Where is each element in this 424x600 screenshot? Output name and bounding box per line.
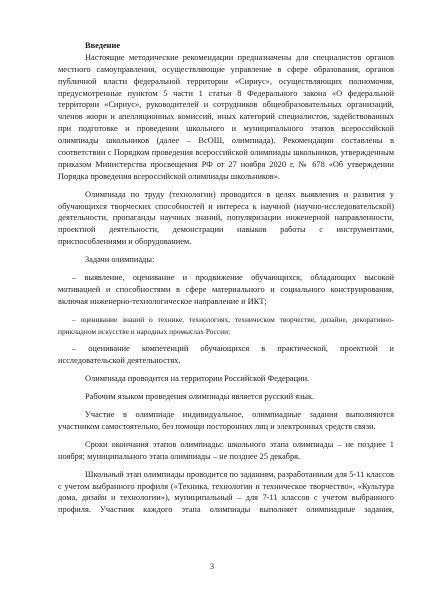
participation-paragraph	[58, 409, 394, 433]
text-line: приспособлениями и оборудованием.	[58, 237, 192, 247]
text-line: Порядка проведения всероссийской олимпиады школьников».	[58, 171, 280, 181]
text-line: прикладном искусстве и народных промыслах России;	[58, 326, 231, 336]
school-stage-paragraph	[58, 469, 394, 517]
section-heading: Введение	[85, 41, 121, 50]
page-number: 3	[209, 562, 215, 571]
text-line: соответствии с Порядком проведения всероссийской олимпиады школьников, утвержденным	[58, 148, 394, 158]
text-line: публичной власти федеральной территории «Сириус», осуществляющих полномочия,	[58, 76, 394, 86]
tasks-heading: Задачи олимпиады:	[85, 255, 155, 265]
text-line: при подготовке и проведении школьного и муниципального этапов всероссийской	[58, 124, 394, 134]
text-line: приказом Министерства просвещения РФ от 27 ноября 2020 г. № 678 «Об утверждении	[58, 159, 394, 169]
text-line: мотивацией и способностями в сфере материального и социального конструирования,	[58, 284, 394, 294]
text-line: ноября; муниципального этапа олимпиады – не позднее 25 декабря.	[58, 451, 301, 461]
task-item	[58, 272, 394, 308]
text-line: с учетом выбранного профиля («Техника, технологии и техническое творчество», «Культура	[58, 481, 394, 491]
text-line: олимпиады школьников (далее – ВсОШ, олимпиада). Рекомендации составлены в	[58, 136, 394, 146]
text-line: – оценивание знаний о технике, технологиях, техническом творчестве, дизайне, декоративно-	[72, 314, 394, 324]
text-line: дома, дизайн и технологии»), муниципальный – для 7-11 классов с учетом выбранного	[58, 493, 394, 503]
text-line: Настоящие методические рекомендации предназначены для специалистов органов	[85, 52, 394, 62]
text-line: исследовательской деятельностях.	[58, 356, 181, 366]
text-line: территории «Сириус», руководителей и сотрудников общеобразовательных организаций,	[58, 100, 394, 110]
text-line: предусмотренные пунктом 5 части 1 статьи 8 Федерального закона «О федеральной	[58, 88, 394, 98]
text-line: Участие в олимпиаде индивидуальное, олимпиадные задания выполняются	[85, 410, 394, 420]
text-line: членов жюри и апелляционных комиссий, иных категорий специалистов, задействованных	[58, 112, 394, 122]
text-line: включая инженерно-технологическое направление и ИКТ;	[58, 296, 267, 306]
territory-paragraph: Олимпиада проводится на территории Российской Федерации.	[85, 374, 310, 384]
text-line: Сроки окончания этапов олимпиады: школьного этапа олимпиады – не позднее 1	[85, 439, 394, 449]
text-line: – выявление, оценивание и продвижение обучающихся, обладающих высокой	[72, 273, 394, 283]
intro-paragraph	[58, 52, 394, 183]
language-paragraph: Рабочим языком проведения олимпиады является русский язык.	[85, 392, 315, 402]
deadlines-paragraph	[58, 439, 394, 463]
task-item	[58, 314, 394, 338]
text-line: деятельности, пропаганды научных знаний, популяризации инженерной направленности,	[58, 213, 394, 223]
task-item	[58, 343, 394, 367]
text-line: обучающихся творческих способностей и интереса к научной (научно-исследовательской)	[58, 201, 394, 211]
text-line: Олимпиада по труду (технологии) проводится в целях выявления и развития у	[85, 189, 394, 199]
text-line: проектной деятельности, демонстрации навыков работы с инструментами,	[58, 225, 394, 235]
text-line: профиля. Участник каждого этапа олимпиады выполняет олимпиадные задания,	[58, 505, 394, 515]
text-line: местного самоуправления, осуществляющие управление в сфере образования, органов	[58, 64, 394, 74]
text-line: Школьный этап олимпиады проводится по заданиям, разработанным для 5-11 классов	[85, 469, 394, 479]
text-line: участником самостоятельно, без помощи посторонних лиц и электронных средств связи.	[58, 421, 376, 431]
goals-paragraph	[58, 189, 394, 248]
text-line: – оценивание компетенций обучающихся в практической, проектной и	[72, 344, 394, 354]
